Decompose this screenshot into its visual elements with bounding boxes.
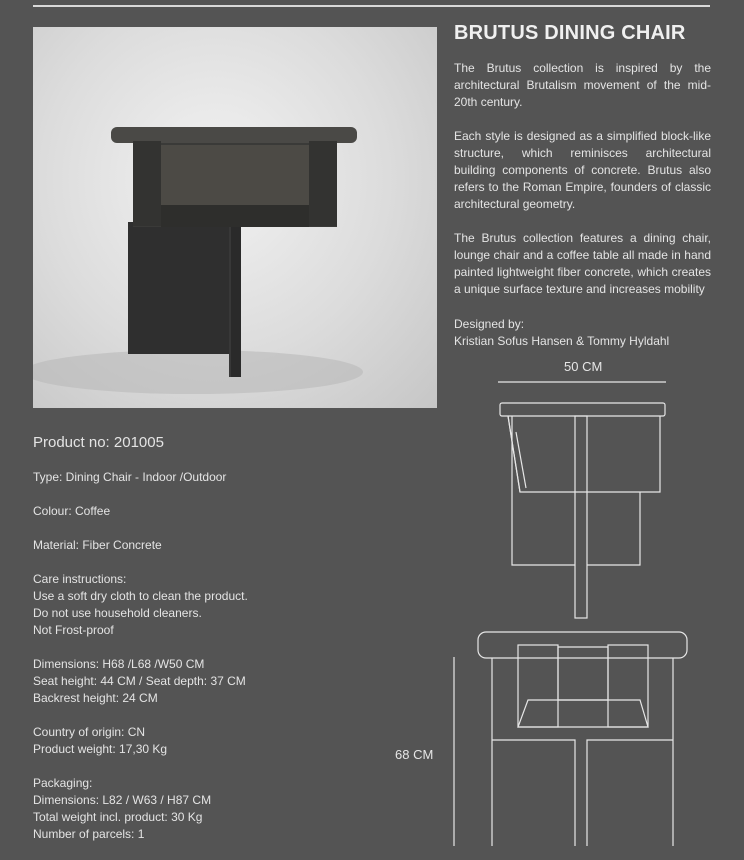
front-view-drawing <box>478 632 687 846</box>
description-paragraph-2: Each style is designed as a simplified block-like structure, which reminisces architectural building components of concrete. Brutus also refers to the Roman Empire, founders of classic architectural geometry. <box>454 129 711 211</box>
spec-colour: Colour: Coffee <box>33 504 111 518</box>
product-number: Product no: 201005 <box>33 434 164 451</box>
spec-type: Type: Dining Chair - Indoor /Outdoor <box>33 470 227 484</box>
spec-material: Material: Fiber Concrete <box>33 538 162 552</box>
designed-by-label: Designed by: <box>454 317 525 331</box>
dimension-line: Seat height: 44 CM / Seat depth: 37 CM <box>33 674 246 688</box>
packaging-line: Number of parcels: 1 <box>33 827 145 841</box>
dimension-line: Dimensions: H68 /L68 /W50 CM <box>33 657 205 671</box>
origin-line: Country of origin: CN <box>33 725 146 739</box>
packaging-line: Packaging: <box>33 776 93 790</box>
dimension-line: Backrest height: 24 CM <box>33 691 158 705</box>
care-line: Care instructions: <box>33 572 127 586</box>
description-paragraph-1: The Brutus collection is inspired by the architectural Brutalism movement of the mid-20th century. <box>454 61 711 109</box>
description-paragraph-3: The Brutus collection features a dining chair, lounge chair and a coffee table all made in hand painted lightweight fiber concrete, which creates a unique surface texture and increases mobility <box>454 231 711 296</box>
designer-names: Kristian Sofus Hansen & Tommy Hyldahl <box>454 334 670 348</box>
side-view-drawing <box>500 403 665 618</box>
height-dimension-label: 68 CM <box>395 747 434 762</box>
care-line: Do not use household cleaners. <box>33 606 202 620</box>
care-line: Use a soft dry cloth to clean the product. <box>33 589 248 603</box>
product-title: BRUTUS DINING CHAIR <box>454 22 686 44</box>
width-dimension-label: 50 CM <box>564 359 603 374</box>
packaging-line: Dimensions: L82 / W63 / H87 CM <box>33 793 212 807</box>
care-line: Not Frost-proof <box>33 623 114 637</box>
origin-line: Product weight: 17,30 Kg <box>33 742 168 756</box>
packaging-line: Total weight incl. product: 30 Kg <box>33 810 203 824</box>
